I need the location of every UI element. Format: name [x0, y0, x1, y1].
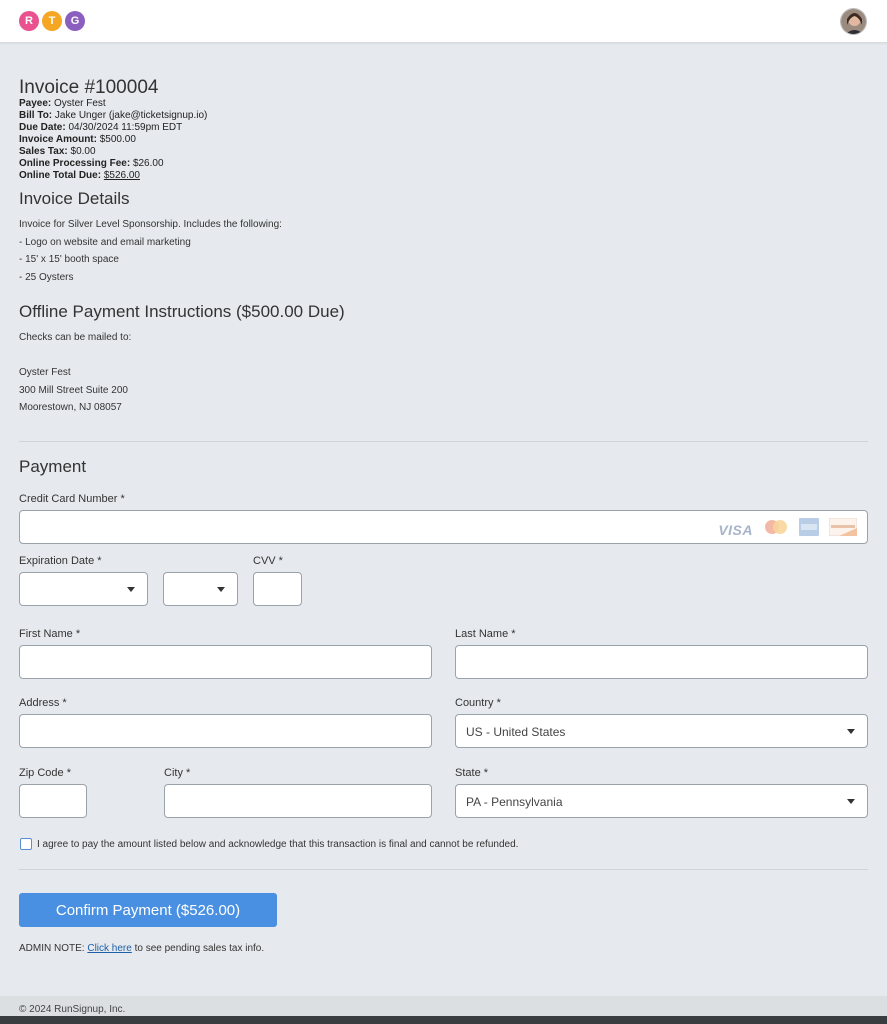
payee-row — [19, 98, 619, 110]
cvv-input[interactable] — [253, 572, 302, 606]
section-divider — [19, 441, 868, 442]
processing-fee-value: $26.00 — [132, 158, 164, 169]
details-line: - Logo on website and email marketing — [19, 236, 191, 248]
due-date-row — [19, 122, 619, 134]
chevron-down-icon — [847, 799, 855, 804]
address-line: Moorestown, NJ 08057 — [19, 402, 122, 413]
amex-icon — [799, 518, 819, 541]
cvv-label: CVV * — [253, 555, 283, 567]
expiration-month-select[interactable] — [19, 572, 148, 606]
agree-checkbox[interactable] — [20, 838, 32, 850]
offline-intro: Checks can be mailed to: — [19, 332, 132, 343]
mailing-address — [19, 364, 128, 417]
processing-fee-label: Online Processing Fee: — [19, 158, 131, 169]
address-input[interactable] — [19, 714, 432, 748]
invoice-details-heading: Invoice Details — [19, 189, 130, 208]
country-select[interactable] — [455, 714, 868, 748]
payee-value: Oyster Fest — [54, 98, 106, 109]
invoice-title: Invoice #100004 — [19, 77, 159, 98]
total-due-row — [19, 170, 619, 182]
bill-to-label: Bill To: — [19, 110, 53, 121]
invoice-summary — [19, 77, 619, 182]
total-due-label: Online Total Due: — [19, 170, 102, 181]
footer — [0, 996, 887, 1016]
top-bar — [0, 0, 887, 43]
bill-to-value: Jake Unger (jake@ticketsignup.io) — [54, 110, 208, 121]
address-line: 300 Mill Street Suite 200 — [19, 384, 128, 396]
zip-code-label: Zip Code * — [19, 767, 71, 779]
logo-t: T — [42, 11, 62, 31]
address-line: Oyster Fest — [19, 367, 71, 378]
mastercard-icon — [763, 519, 789, 540]
footer-bar — [0, 1016, 887, 1024]
card-brands — [718, 518, 857, 541]
payment-heading: Payment — [19, 457, 87, 476]
agree-text: I agree to pay the amount listed below and acknowledge that this transaction is final and cannot be refunded. — [37, 839, 519, 850]
bill-to-row — [19, 110, 619, 122]
logo-g: G — [65, 11, 85, 31]
invoice-amount-row — [19, 134, 619, 146]
first-name-label: First Name * — [19, 628, 81, 640]
discover-icon — [829, 518, 857, 541]
city-label: City * — [164, 767, 191, 779]
country-label: Country * — [455, 697, 501, 709]
chevron-down-icon — [847, 729, 855, 734]
due-date-label: Due Date: — [19, 122, 66, 133]
pending-tax-link[interactable]: Click here — [87, 943, 132, 954]
last-name-label: Last Name * — [455, 628, 516, 640]
due-date-value: 04/30/2024 11:59pm EDT — [68, 122, 183, 133]
processing-fee-row — [19, 158, 619, 170]
address-label: Address * — [19, 697, 67, 709]
state-value: PA - Pennsylvania — [466, 795, 563, 809]
admin-note — [19, 943, 264, 954]
details-line: Invoice for Silver Level Sponsorship. Includes the following: — [19, 219, 282, 230]
copyright-text: © 2024 RunSignup, Inc. — [19, 1004, 126, 1015]
total-due-value: $526.00 — [103, 170, 140, 181]
sales-tax-row — [19, 146, 619, 158]
city-input[interactable] — [164, 784, 432, 818]
admin-note-suffix: to see pending sales tax info. — [131, 943, 265, 954]
zip-code-input[interactable] — [19, 784, 87, 818]
invoice-amount-label: Invoice Amount: — [19, 134, 97, 145]
invoice-amount-value: $500.00 — [99, 134, 136, 145]
last-name-input[interactable] — [455, 645, 868, 679]
section-divider — [19, 869, 868, 870]
chevron-down-icon — [127, 587, 135, 592]
card-number-input[interactable] — [19, 510, 868, 544]
country-value: US - United States — [466, 725, 566, 739]
logo-r: R — [19, 11, 39, 31]
confirm-payment-button[interactable]: Confirm Payment ($526.00) — [19, 893, 277, 927]
payee-label: Payee: — [19, 98, 52, 109]
chevron-down-icon — [217, 587, 225, 592]
sales-tax-value: $0.00 — [70, 146, 96, 157]
expiration-year-select[interactable] — [163, 572, 238, 606]
invoice-details-text — [19, 216, 619, 286]
details-line: - 25 Oysters — [19, 271, 74, 283]
user-avatar[interactable] — [840, 8, 867, 35]
sales-tax-label: Sales Tax: — [19, 146, 68, 157]
state-label: State * — [455, 767, 489, 779]
first-name-input[interactable] — [19, 645, 432, 679]
details-line: - 15' x 15' booth space — [19, 254, 119, 265]
offline-payment-heading: Offline Payment Instructions ($500.00 Due) — [19, 302, 345, 321]
card-number-label: Credit Card Number * — [19, 493, 125, 505]
expiration-label: Expiration Date * — [19, 555, 102, 567]
visa-icon: VISA — [718, 521, 753, 538]
rtg-logo[interactable] — [19, 11, 85, 31]
state-select[interactable] — [455, 784, 868, 818]
admin-note-prefix: ADMIN NOTE: — [19, 943, 88, 954]
